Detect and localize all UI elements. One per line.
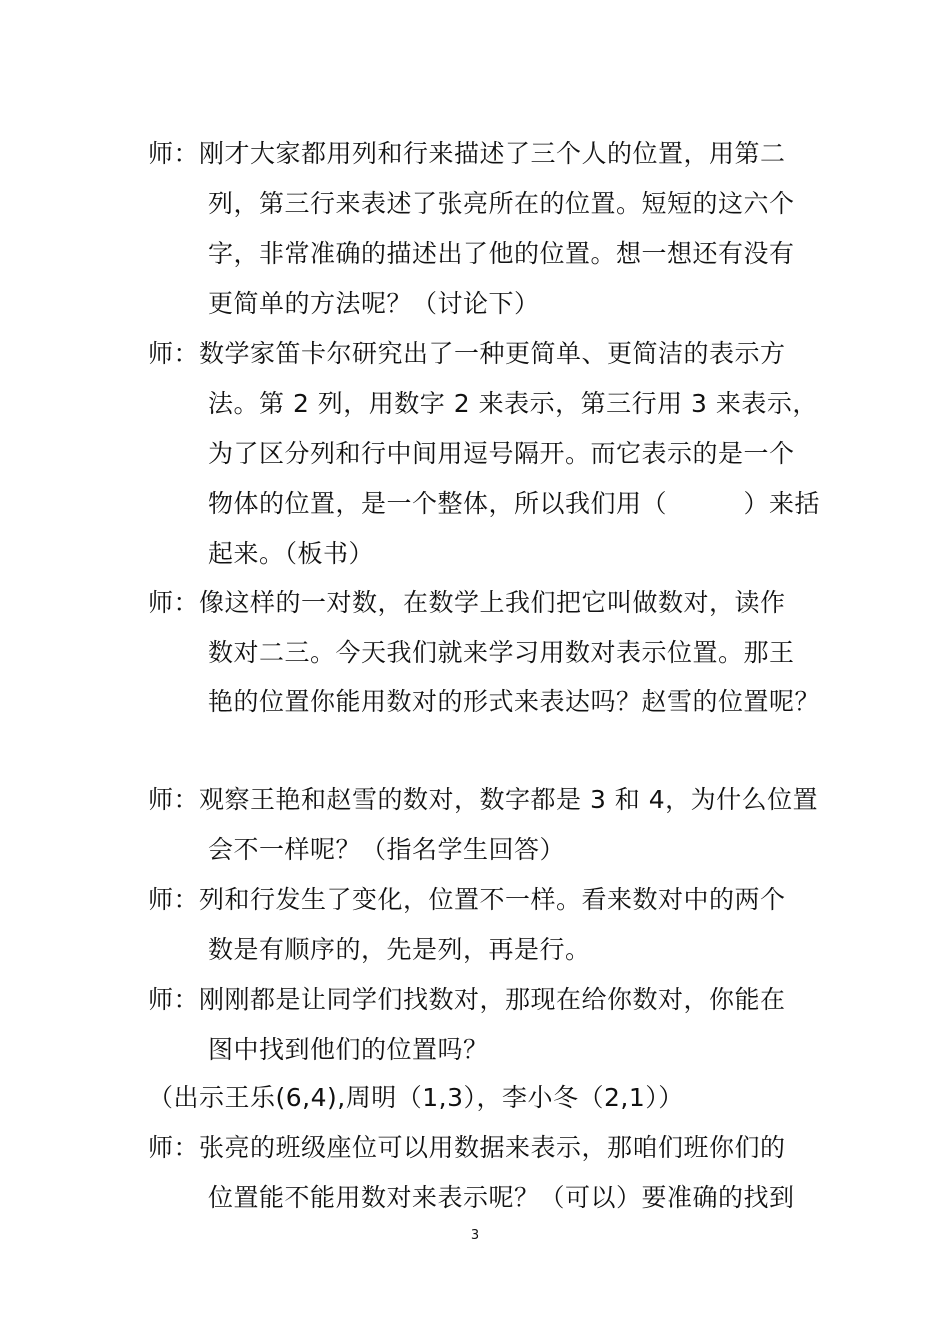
paragraph-5-line-1: 师：列和行发生了变化，位置不一样。看来数对中的两个 <box>148 885 786 914</box>
paragraph-2-line-4: 物体的位置，是一个整体，所以我们用（ ）来括 <box>208 489 821 518</box>
paragraph-6-line-1: 师：刚刚都是让同学们找数对，那现在给你数对，你能在 <box>148 985 786 1014</box>
paragraph-8-line-1: 师：张亮的班级座位可以用数据来表示，那咱们班你们的 <box>148 1133 786 1162</box>
paragraph-3-line-1: 师：像这样的一对数，在数学上我们把它叫做数对，读作 <box>148 588 786 617</box>
paragraph-8-line-2: 位置能不能用数对来表示呢？（可以）要准确的找到 <box>208 1183 795 1212</box>
paragraph-4-line-1: 师：观察王艳和赵雪的数对，数字都是 3 和 4，为什么位置 <box>148 785 819 814</box>
paragraph-1-line-4: 更简单的方法呢？（讨论下） <box>208 289 540 318</box>
paragraph-3-line-2: 数对二三。今天我们就来学习用数对表示位置。那王 <box>208 638 795 667</box>
page-number: 3 <box>470 1228 480 1243</box>
paragraph-1-line-2: 列，第三行来表述了张亮所在的位置。短短的这六个 <box>208 189 795 218</box>
paragraph-2-line-3: 为了区分列和行中间用逗号隔开。而它表示的是一个 <box>208 439 795 468</box>
paragraph-3-line-3: 艳的位置你能用数对的形式来表达吗？赵雪的位置呢？ <box>208 687 821 716</box>
paragraph-4-line-2: 会不一样呢？（指名学生回答） <box>208 835 566 864</box>
paragraph-6-line-2: 图中找到他们的位置吗？ <box>208 1035 489 1064</box>
paragraph-2-line-2: 法。第 2 列，用数字 2 来表示，第三行用 3 来表示， <box>208 389 818 418</box>
paragraph-2-line-5: 起来。（板书） <box>208 539 375 568</box>
paragraph-7-line-1: （出示王乐(6,4),周明（1,3），李小冬（2,1）） <box>148 1083 684 1112</box>
paragraph-1-line-3: 字，非常准确的描述出了他的位置。想一想还有没有 <box>208 239 795 268</box>
paragraph-5-line-2: 数是有顺序的，先是列，再是行。 <box>208 935 591 964</box>
paragraph-2-line-1: 师：数学家笛卡尔研究出了一种更简单、更简洁的表示方 <box>148 339 786 368</box>
paragraph-1-line-1: 师：刚才大家都用列和行来描述了三个人的位置，用第二 <box>148 139 786 168</box>
